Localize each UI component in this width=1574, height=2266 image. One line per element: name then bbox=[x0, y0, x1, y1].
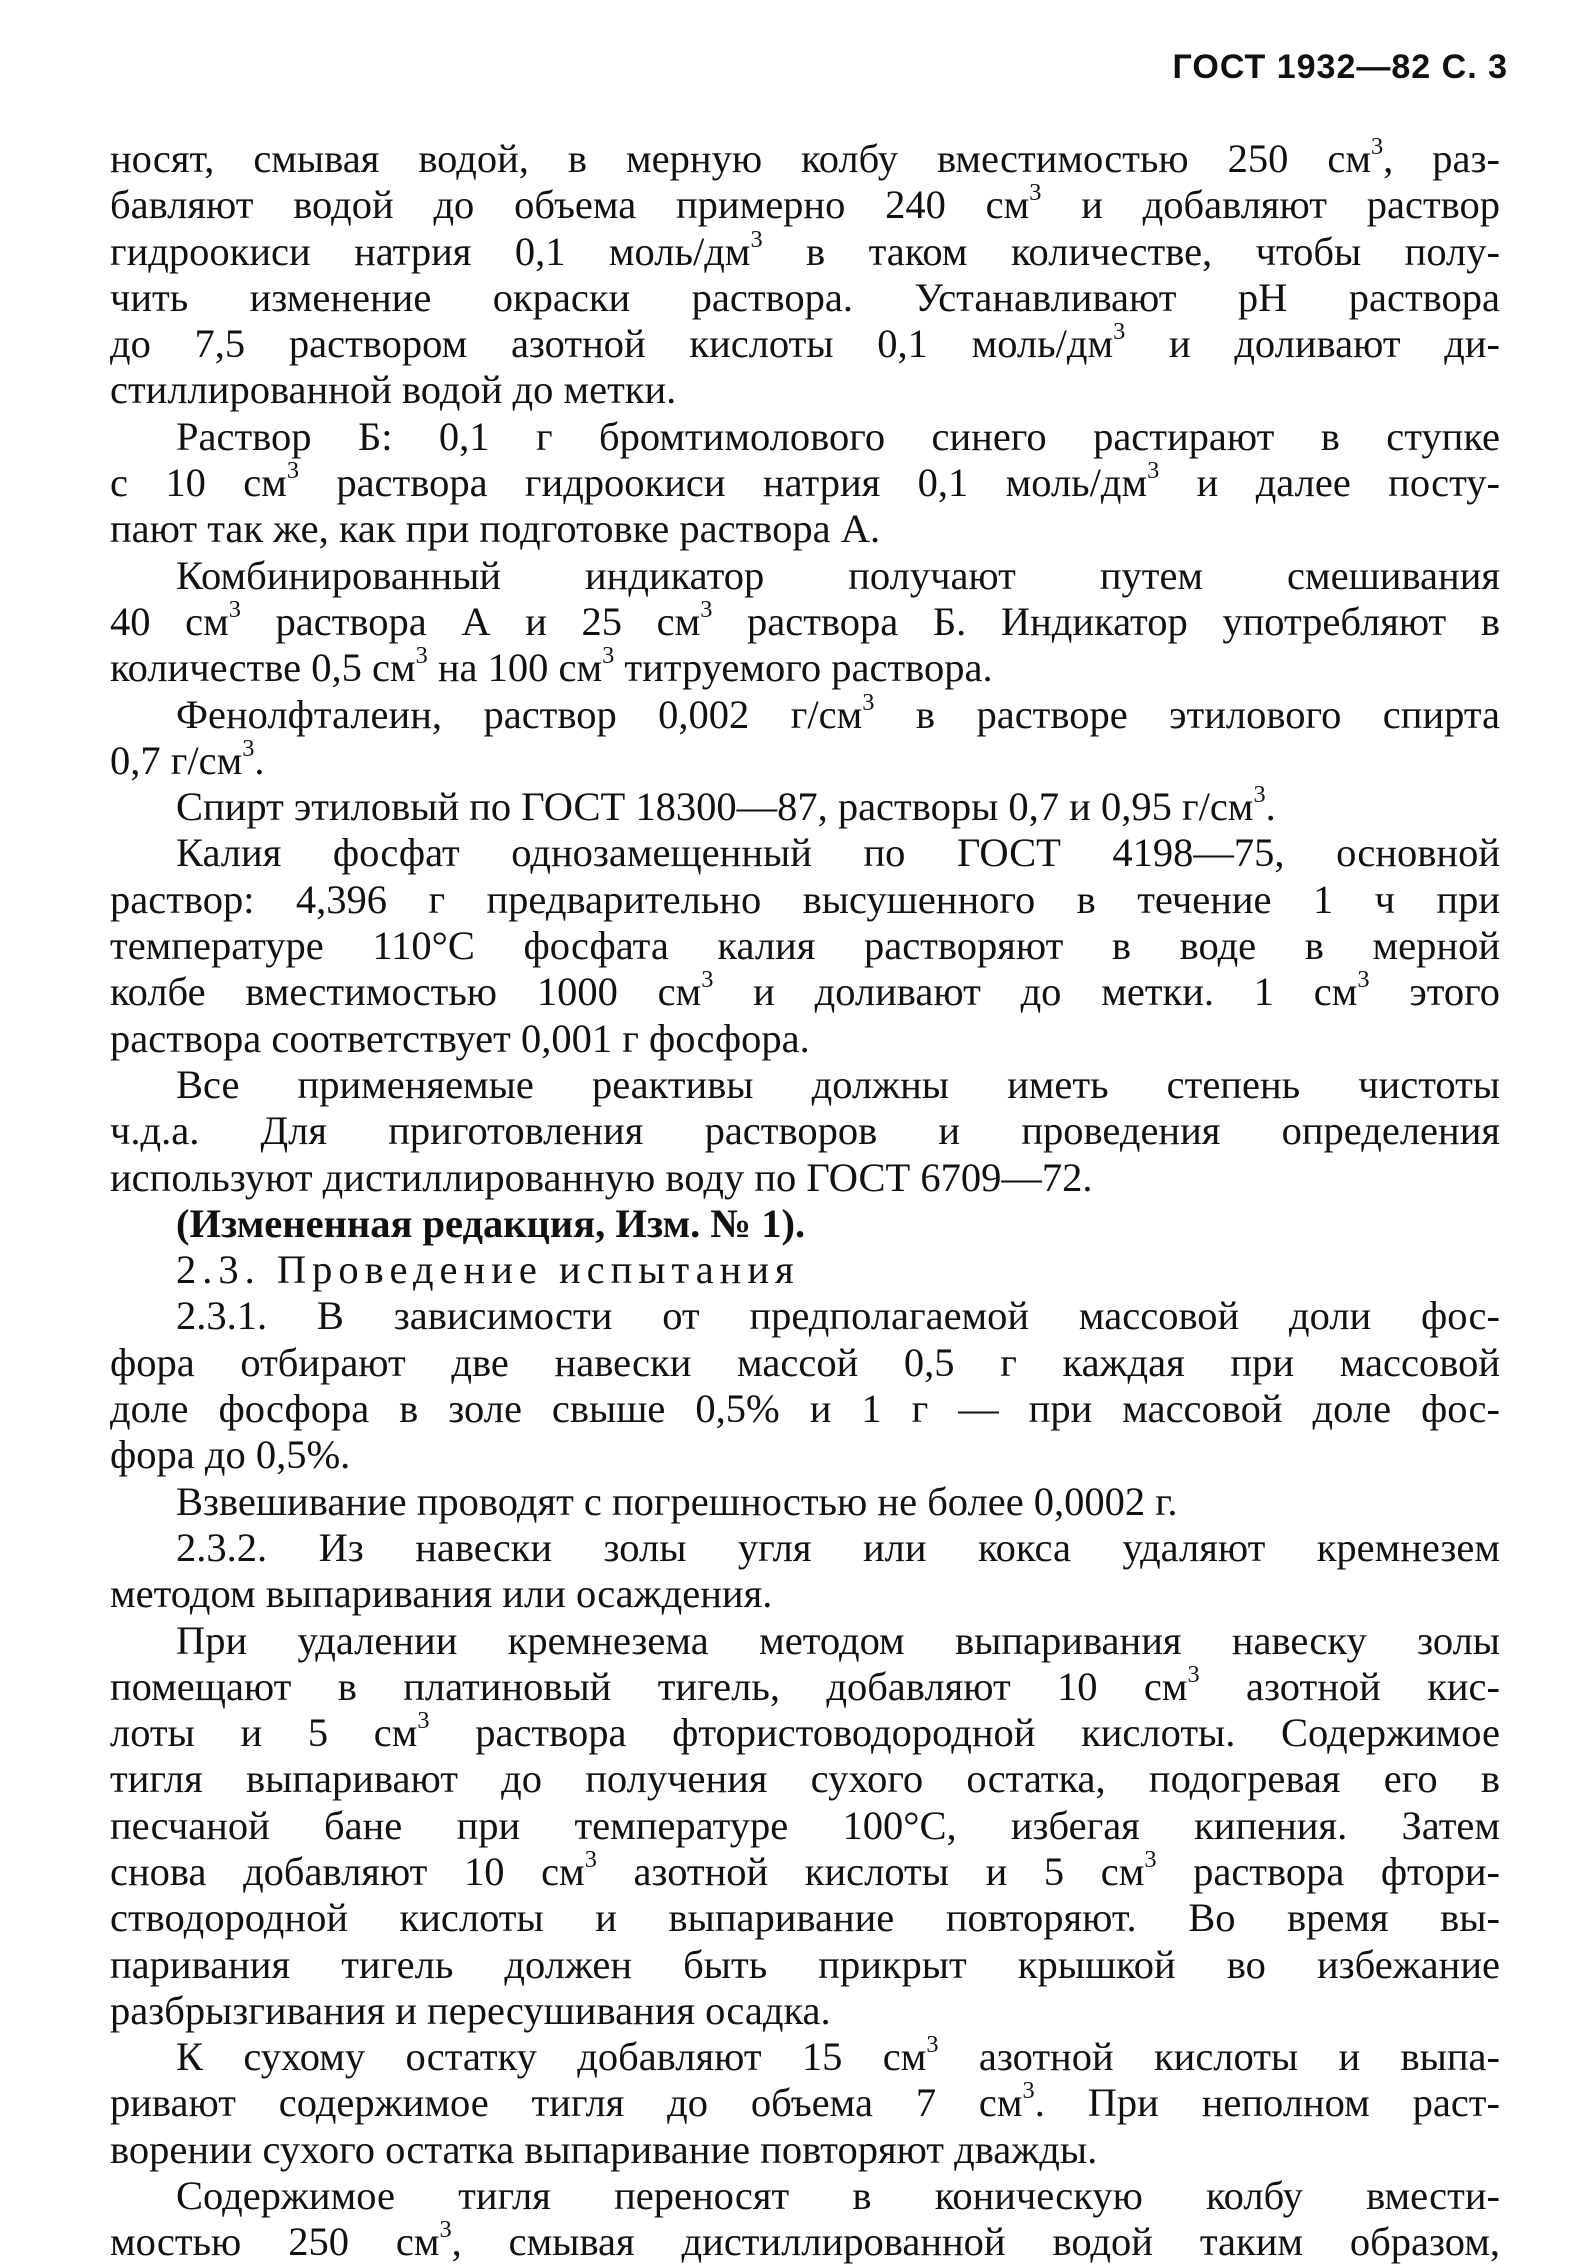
text-line: Раствор Б: 0,1 г бромтимолового синего растирают в ступке bbox=[176, 413, 1500, 459]
paragraph bbox=[110, 414, 1500, 553]
paragraph bbox=[110, 1618, 1500, 2035]
text-line: 40 $см^3$ раствора А и 25 $см^3$ раствора Б. Индикатор употребляют в bbox=[110, 595, 1501, 644]
text-line: (Измененная редакция, Изм. № 1). bbox=[176, 1200, 806, 1246]
paragraph bbox=[110, 1201, 1500, 1247]
text-line: При удалении кремнезема методом выпаривания навеску золы bbox=[176, 1617, 1500, 1663]
text-line: помещают в платиновый тигель, добавляют 10 $см^3$ азотной кис- bbox=[110, 1660, 1501, 1709]
text-line: К сухому остатку добавляют 15 $см^3$ азотной кислоты и выпа- bbox=[176, 2030, 1500, 2080]
paragraph bbox=[110, 1525, 1500, 1618]
paragraph bbox=[110, 1062, 1500, 1201]
text-line: Спирт этиловый по ГОСТ 18300—87, растворы 0,7 и 0,95 $г/см^3$. bbox=[176, 780, 1276, 830]
text-line: раствор: 4,396 г предварительно высушенного в течение 1 ч при bbox=[110, 876, 1500, 922]
text-line: носят, смывая водой, в мерную колбу вместимостью 250 $см^3$, раз- bbox=[110, 132, 1500, 181]
paragraph bbox=[110, 2030, 1500, 2173]
text-line: песчаной бане при температуре 100°С, избегая кипения. Затем bbox=[110, 1802, 1500, 1848]
page-header: ГОСТ 1932—82 С. 3 bbox=[1172, 48, 1508, 86]
text-line: Все применяемые реактивы должны иметь степень чистоты bbox=[176, 1061, 1500, 1107]
text-line: Содержимое тигля переносят в коническую колбу вмести- bbox=[176, 2173, 1500, 2219]
text-line: ворении сухого остатка выпаривание повторяют дважды. bbox=[110, 2126, 1098, 2172]
text-line: фора до 0,5%. bbox=[110, 1432, 351, 1478]
paragraph bbox=[110, 688, 1500, 785]
text-line: стводородной кислоты и выпаривание повторяют. Во время вы- bbox=[110, 1895, 1500, 1941]
text-line: 2.3.1. В зависимости от предполагаемой массовой доли фос- bbox=[176, 1293, 1500, 1339]
text-line: разбрызгивания и пересушивания осадка. bbox=[110, 1987, 831, 2033]
text-line: тигля выпаривают до получения сухого остатка, подогревая его в bbox=[110, 1756, 1500, 1802]
document-body bbox=[110, 132, 1501, 2266]
text-line: до 7,5 раствором азотной кислоты 0,1 моль/$дм^3$ и доливают ди- bbox=[110, 317, 1500, 367]
paragraph bbox=[110, 553, 1500, 692]
text-line: колбе вместимостью 1000 $см^3$ и доливают до метки. 1 $см^3$ этого bbox=[110, 966, 1500, 1015]
paragraph bbox=[110, 1479, 1500, 1525]
paragraph bbox=[110, 830, 1500, 1061]
paragraph bbox=[110, 1293, 1500, 1478]
text-line: ч.д.а. Для приготовления растворов и проведения определения bbox=[110, 1108, 1500, 1154]
paragraph bbox=[110, 2173, 1500, 2266]
text-line: Комбинированный индикатор получают путем смешивания bbox=[176, 552, 1500, 598]
paragraph bbox=[110, 1247, 1500, 1293]
text-line: 2.3.2. Из навески золы угля или кокса удаляют кремнезем bbox=[176, 1524, 1500, 1570]
text-line: чить изменение окраски раствора. Устанавливают pH раствора bbox=[110, 274, 1500, 320]
text-line: лоты и 5 $см^3$ раствора фтористоводородной кислоты. Содержимое bbox=[110, 1706, 1500, 1756]
text-line: используют дистиллированную воду по ГОСТ 6709—72. bbox=[110, 1154, 1093, 1200]
text-line: снова добавляют 10 $см^3$ азотной кислоты и 5 $см^3$ раствора фтори- bbox=[110, 1845, 1500, 1894]
text-line: доле фосфора в золе свыше 0,5% и 1 г — при массовой доле фос- bbox=[110, 1386, 1500, 1432]
text-line: количестве 0,5 $см^3$ на 100 $см^3$ титруемого раствора. bbox=[110, 642, 993, 691]
text-line: 2.3. Проведение испытания bbox=[176, 1247, 800, 1293]
text-line: фора отбирают две навески массой 0,5 г каждая при массовой bbox=[110, 1339, 1500, 1385]
text-line: гидроокиси натрия 0,1 моль/$дм^3$ в таком количестве, чтобы полу- bbox=[110, 225, 1500, 274]
text-line: Взвешивание проводят с погрешностью не более 0,0002 г. bbox=[176, 1478, 1178, 1524]
text-line: стиллированной водой до метки. bbox=[110, 367, 677, 413]
text-line: раствора соответствует 0,001 г фосфора. bbox=[110, 1015, 810, 1061]
text-line: Калия фосфат однозамещенный по ГОСТ 4198—75, основной bbox=[176, 830, 1500, 876]
text-line: температуре 110°С фосфата калия растворяют в воде в мерной bbox=[110, 923, 1500, 969]
text-line: пают так же, как при подготовке раствора А. bbox=[110, 506, 881, 552]
text-line: ривают содержимое тигля до объема 7 $см^3$. При неполном раст- bbox=[110, 2077, 1500, 2126]
text-line: паривания тигель должен быть прикрыт крышкой во избежание bbox=[110, 1941, 1500, 1987]
paragraph bbox=[110, 780, 1500, 830]
text-line: методом выпаривания или осаждения. bbox=[110, 1571, 773, 1617]
text-line: 0,7 $г/см^3$. bbox=[110, 734, 265, 783]
paragraph bbox=[110, 132, 1500, 414]
text-line: бавляют водой до объема примерно 240 $см^3$ и добавляют раствор bbox=[110, 179, 1500, 228]
text-line: Фенолфталеин, раствор 0,002 $г/см^3$ в растворе этилового спирта bbox=[176, 688, 1500, 737]
text-line: мостью 250 $см^3$, смывая дистиллированной водой таким образом, bbox=[110, 2216, 1500, 2265]
text-line: с 10 $см^3$ раствора гидроокиси натрия 0,1 моль/$дм^3$ и далее посту- bbox=[110, 456, 1500, 506]
